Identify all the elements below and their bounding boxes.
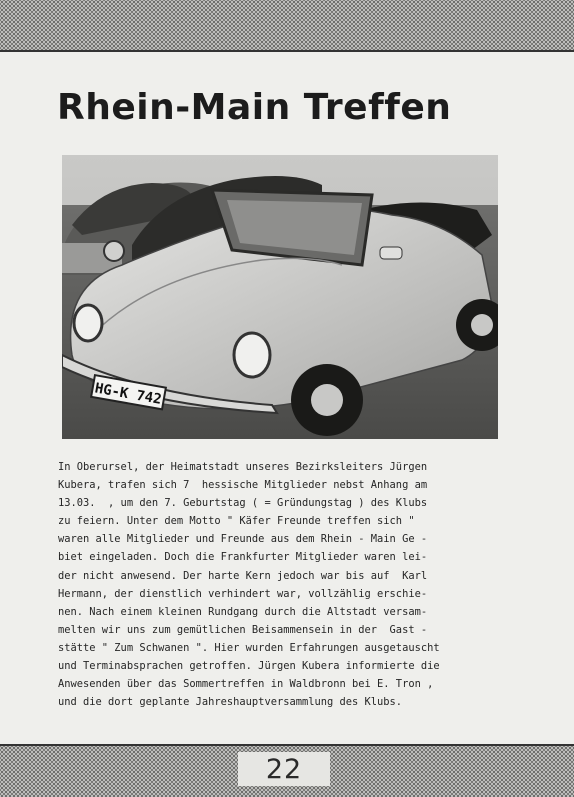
article-line: nen. Nach einem kleinen Rundgang durch die Altstadt versam-: [58, 605, 428, 618]
top-halftone-band: [0, 0, 574, 52]
article-line: biet eingeladen. Doch die Frankfurter Mitglieder waren lei-: [58, 551, 428, 564]
article-line: und Terminabsprachen getroffen. Jürgen Kubera informierte die: [58, 660, 440, 673]
article-line: waren alle Mitglieder und Freunde aus dem Rhein - Main Ge -: [58, 533, 428, 546]
article-line: melten wir uns zum gemütlichen Beisammensein in der Gast -: [58, 623, 428, 636]
article-line: Anwesenden über das Sommertreffen in Waldbronn bei E. Tron ,: [58, 678, 434, 691]
article-line: der nicht anwesend. Der harte Kern jedoch war bis auf Karl: [58, 569, 428, 582]
photo-illustration: [62, 155, 498, 439]
article-body: [58, 458, 508, 711]
article-line: Kubera, trafen sich 7 hessische Mitglieder nebst Anhang am: [58, 479, 428, 492]
article-line: stätte " Zum Schwanen ". Hier wurden Erfahrungen ausgetauscht: [58, 641, 440, 654]
page-number-box: [238, 752, 330, 786]
page-title: Rhein-Main Treffen: [57, 87, 452, 128]
article-line: 13.03. , um den 7. Geburtstag ( = Gründungstag ) des Klubs: [58, 497, 428, 510]
article-line: Hermann, der dienstlich verhindert war, vollzählig erschie-: [58, 587, 428, 600]
article-line: In Oberursel, der Heimatstadt unseres Bezirksleiters Jürgen: [58, 461, 428, 473]
page-number: 22: [265, 753, 303, 785]
article-line: und die dort geplante Jahreshauptversammlung des Klubs.: [58, 696, 403, 709]
license-plate-text: HG-K 742: [93, 380, 163, 408]
beetle-convertible-photo: [62, 155, 498, 439]
article-line: zu feiern. Unter dem Motto " Käfer Freunde treffen sich ": [58, 515, 415, 528]
